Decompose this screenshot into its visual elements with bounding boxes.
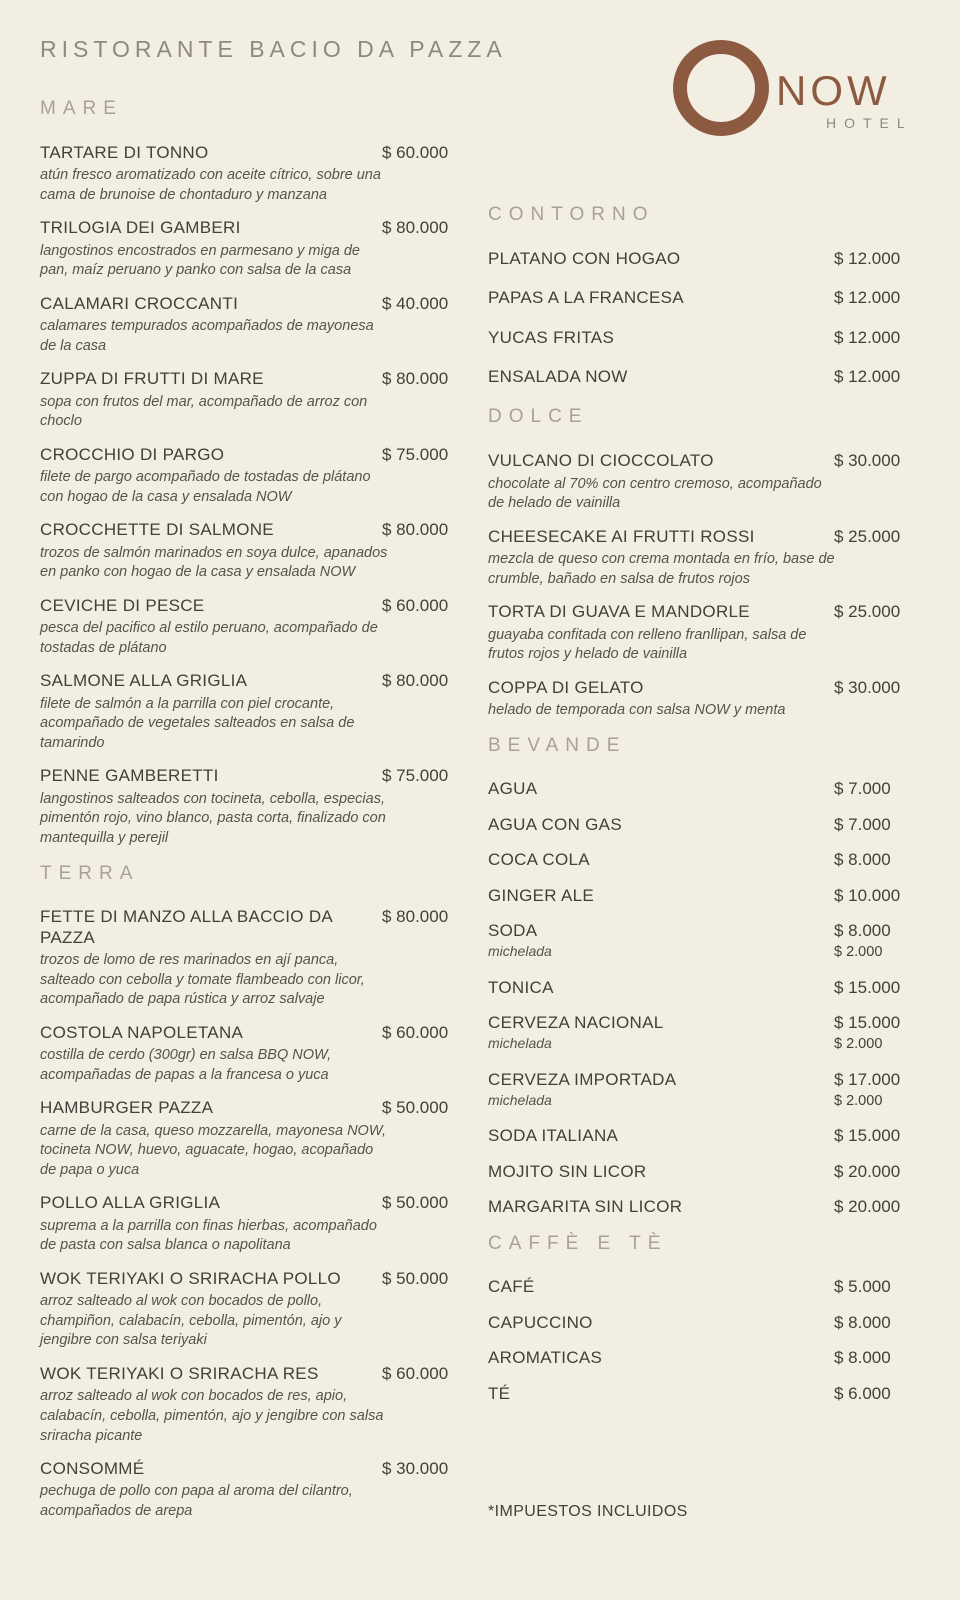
menu-section-contorno (488, 204, 906, 387)
menu-item-calamari-croccanti (40, 294, 458, 357)
menu-item-row (40, 766, 458, 786)
item-price: $ 10.000 (834, 885, 901, 905)
item-name: CEVICHE DI PESCE (40, 595, 205, 615)
logo-subtitle-text: HOTEL (826, 115, 910, 131)
item-price: $ 7.000 (834, 779, 891, 799)
item-price: $ 12.000 (834, 366, 901, 386)
item-name: PLATANO CON HOGAO (488, 248, 681, 268)
menu-item-mojito-sin-licor (488, 1162, 906, 1182)
menu-item-row (488, 1126, 906, 1146)
item-description: arroz salteado al wok con bocados de pollo, champiñon, calabacín, cebolla, pimentón, ajo y jengibre con salsa teriyaki (40, 1293, 342, 1349)
logo-brand-text: NOW (776, 67, 891, 114)
item-name: TONICA (488, 977, 554, 997)
menu-item-platano-con-hogao (488, 249, 906, 269)
menu-item-cheesecake-ai-frutti-rossi (488, 527, 906, 590)
menu-item-row (488, 527, 906, 547)
item-name: PAPAS A LA FRANCESA (488, 288, 684, 308)
taxes-included-note: *IMPUESTOS INCLUIDOS (488, 1503, 688, 1520)
menu-item-te (488, 1384, 906, 1404)
item-price: $ 20.000 (834, 1161, 901, 1181)
item-price: $ 17.000 (834, 1069, 901, 1089)
menu-item-row (40, 294, 458, 314)
item-price: $ 7.000 (834, 814, 891, 834)
now-hotel-logo (650, 30, 910, 140)
item-price: $ 60.000 (382, 1022, 449, 1042)
item-price: $ 12.000 (834, 327, 901, 347)
menu-item-row (488, 978, 906, 998)
item-description: arroz salteado al wok con bocados de res, apio, calabacín, cebolla, pimentón, ajo y jengibre con salsa sriracha picante (40, 1388, 384, 1444)
item-description: guayaba confitada con relleno franllipan, salsa de frutos rojos y helado de vainilla (488, 626, 807, 663)
item-name: FETTE DI MANZO ALLA BACCIO DA PAZZA (40, 907, 333, 947)
item-description: trozos de salmón marinados en soya dulce, apanados en panko con hogao de la casa y ensalada NOW (40, 544, 388, 581)
item-price: $ 15.000 (834, 1013, 901, 1033)
item-price: $ 12.000 (834, 248, 901, 268)
item-name: CAPUCCINO (488, 1312, 593, 1332)
item-name: SODA (488, 921, 538, 941)
item-price: $ 60.000 (382, 1364, 449, 1384)
item-name: YUCAS FRITAS (488, 327, 615, 347)
menu-item-penne-gamberetti (40, 766, 458, 848)
menu-item-row (40, 445, 458, 465)
menu-item-ceviche-di-pesce (40, 596, 458, 659)
menu-item-ginger-ale (488, 886, 906, 906)
item-description: pesca del pacifico al estilo peruano, acompañado de tostadas de plátano (40, 620, 378, 656)
menu-section-bevande (488, 735, 906, 1218)
menu-item-pollo-alla-griglia (40, 1193, 458, 1256)
item-variant-row (488, 1034, 906, 1054)
item-name: MOJITO SIN LICOR (488, 1161, 647, 1181)
menu-section-dolce (488, 406, 906, 720)
item-description: langostinos salteados con tocineta, cebolla, especias, pimentón rojo, vino blanco, pasta corta, finalizado con mantequilla y perejil (40, 790, 386, 846)
item-name: CERVEZA IMPORTADA (488, 1069, 677, 1089)
section-title-dolce: DOLCE (488, 406, 589, 428)
item-name: AGUA CON GAS (488, 814, 622, 834)
menu-left-column (40, 98, 458, 1535)
item-name: WOK TERIYAKI O SRIRACHA POLLO (40, 1268, 341, 1288)
item-name: COSTOLA NAPOLETANA (40, 1022, 244, 1042)
item-price: $ 30.000 (382, 1459, 449, 1479)
menu-item-row (488, 288, 906, 308)
item-price: $ 30.000 (834, 677, 901, 697)
menu-item-row (488, 678, 906, 698)
item-name: CROCCHETTE DI SALMONE (40, 520, 274, 540)
menu-item-row (488, 921, 906, 941)
menu-item-row (488, 1277, 906, 1297)
menu-item-soda-italiana (488, 1126, 906, 1146)
menu-item-row (488, 850, 906, 870)
menu-item-wok-teriyaki-o-sriracha-pollo (40, 1269, 458, 1351)
item-price: $ 50.000 (382, 1193, 449, 1213)
item-name: CERVEZA NACIONAL (488, 1013, 664, 1033)
item-price: $ 8.000 (834, 850, 891, 870)
section-title-contorno: CONTORNO (488, 204, 655, 225)
menu-item-row (488, 815, 906, 835)
item-price: $ 8.000 (834, 1312, 891, 1332)
menu-item-coppa-di-gelato (488, 678, 906, 721)
menu-section-mare (40, 98, 458, 849)
menu-item-yucas-fritas (488, 328, 906, 348)
section-title-mare: MARE (40, 98, 123, 119)
item-variant-row (488, 1091, 906, 1111)
menu-item-row (40, 1364, 458, 1384)
menu-item-hamburger-pazza (40, 1098, 458, 1180)
item-name: TÉ (488, 1383, 511, 1403)
menu-item-consomme (40, 1459, 458, 1522)
item-variant-name: michelada (488, 943, 552, 960)
section-title-bevande: BEVANDE (488, 734, 627, 756)
item-price: $ 80.000 (382, 907, 449, 927)
item-name: SALMONE ALLA GRIGLIA (40, 671, 248, 691)
menu-item-ensalada-now (488, 367, 906, 387)
item-description: langostinos encostrados en parmesano y miga de pan, maíz peruano y panko con salsa de la casa (40, 242, 360, 279)
item-name: COCA COLA (488, 850, 590, 870)
item-price: $ 60.000 (382, 142, 449, 162)
item-description: costilla de cerdo (300gr) en salsa BBQ NOW, acompañadas de papas a la francesa o yuca (40, 1047, 332, 1083)
item-price: $ 75.000 (382, 766, 449, 786)
menu-item-torta-di-guava-e-mandorle (488, 602, 906, 665)
item-name: CHEESECAKE AI FRUTTI ROSSI (488, 526, 755, 546)
item-description: sopa con frutos del mar, acompañado de arroz con choclo (40, 393, 368, 430)
logo-ring-icon (680, 47, 762, 129)
item-price: $ 80.000 (382, 218, 449, 238)
item-price: $ 30.000 (834, 451, 901, 471)
menu-item-row (488, 1162, 906, 1182)
restaurant-title: RISTORANTE BACIO DA PAZZA (40, 36, 507, 62)
menu-item-row (40, 907, 458, 948)
menu-item-row (40, 596, 458, 616)
item-variant-row (488, 942, 906, 962)
item-name: CAFÉ (488, 1277, 535, 1297)
section-title-caffe-e-te: CAFFÈ E TÈ (488, 1232, 668, 1254)
menu-section-terra (40, 863, 458, 1522)
item-name: COPPA DI GELATO (488, 677, 644, 697)
item-variant-name: michelada (488, 1035, 552, 1052)
item-price: $ 50.000 (382, 1268, 449, 1288)
item-price: $ 60.000 (382, 595, 449, 615)
menu-item-row (488, 779, 906, 799)
menu-item-trilogia-dei-gamberi (40, 218, 458, 281)
item-name: GINGER ALE (488, 885, 594, 905)
menu-item-row (488, 249, 906, 269)
menu-item-row (488, 1013, 906, 1033)
menu-item-fette-di-manzo-alla-baccio-da-pazza (40, 907, 458, 1009)
menu-item-row (488, 1197, 906, 1217)
item-name: ZUPPA DI FRUTTI DI MARE (40, 369, 264, 389)
item-name: AROMATICAS (488, 1348, 603, 1368)
item-price: $ 8.000 (834, 921, 891, 941)
menu-item-row (488, 1384, 906, 1404)
menu-item-row (488, 328, 906, 348)
menu-item-row (40, 1269, 458, 1289)
item-name: SODA ITALIANA (488, 1126, 619, 1146)
item-description: chocolate al 70% con centro cremoso, acompañado de helado de vainilla (488, 475, 822, 512)
item-variant-price: $ 2.000 (834, 1036, 883, 1053)
item-name: CROCCHIO DI PARGO (40, 444, 225, 464)
item-name: AGUA (488, 779, 538, 799)
item-name: TRILOGIA DEI GAMBERI (40, 218, 241, 238)
item-name: HAMBURGER PAZZA (40, 1098, 214, 1118)
item-name: CALAMARI CROCCANTI (40, 293, 239, 313)
menu-item-row (488, 602, 906, 622)
item-name: CONSOMMÉ (40, 1459, 145, 1479)
item-name: TARTARE DI TONNO (40, 142, 209, 162)
item-price: $ 50.000 (382, 1098, 449, 1118)
menu-item-tartare-di-tonno (40, 143, 458, 206)
menu-item-row (40, 369, 458, 389)
item-variant-name: michelada (488, 1092, 552, 1109)
menu-item-cerveza-nacional (488, 1013, 906, 1055)
item-price: $ 12.000 (834, 288, 901, 308)
section-title-terra: TERRA (40, 862, 140, 884)
item-description: calamares tempurados acompañados de mayonesa de la casa (40, 318, 374, 354)
menu-item-crocchette-di-salmone (40, 520, 458, 583)
menu-item-margarita-sin-licor (488, 1197, 906, 1217)
menu-item-row (40, 1459, 458, 1479)
menu-item-tonica (488, 978, 906, 998)
menu-item-row (488, 451, 906, 471)
item-price: $ 15.000 (834, 1126, 901, 1146)
item-description: helado de temporada con salsa NOW y menta (488, 702, 786, 719)
menu-item-row (488, 1313, 906, 1333)
item-description: mezcla de queso con crema montada en frío, base de crumble, bañado en salsa de frutos rojos (488, 551, 835, 587)
menu-item-papas-a-la-francesa (488, 288, 906, 308)
hotel-logo-graphic (650, 30, 910, 140)
menu-item-vulcano-di-cioccolato (488, 451, 906, 514)
menu-item-coca-cola (488, 850, 906, 870)
item-description: trozos de lomo de res marinados en ají panca, salteado con cebolla y tomate flambeado con licor, acompañado de papa rústica y arroz salvaje (40, 952, 365, 1008)
item-price: $ 8.000 (834, 1348, 891, 1368)
item-price: $ 80.000 (382, 369, 449, 389)
item-description: filete de pargo acompañado de tostadas de plátano con hogao de la casa y ensalada NOW (40, 469, 371, 505)
item-variant-price: $ 2.000 (834, 1093, 883, 1110)
menu-item-salmone-alla-griglia (40, 671, 458, 753)
menu-item-aromaticas (488, 1348, 906, 1368)
menu-item-agua (488, 779, 906, 799)
menu-item-agua-con-gas (488, 815, 906, 835)
item-description: atún fresco aromatizado con aceite cítrico, sobre una cama de brunoise de chontaduro y manzana (40, 167, 381, 203)
menu-item-zuppa-di-frutti-di-mare (40, 369, 458, 432)
item-name: POLLO ALLA GRIGLIA (40, 1193, 221, 1213)
menu-item-row (40, 218, 458, 238)
item-price: $ 40.000 (382, 293, 449, 313)
menu-item-costola-napoletana (40, 1023, 458, 1086)
item-name: ENSALADA NOW (488, 366, 628, 386)
menu-item-crocchio-di-pargo (40, 445, 458, 508)
menu-item-wok-teriyaki-o-sriracha-res (40, 1364, 458, 1446)
item-name: VULCANO DI CIOCCOLATO (488, 451, 714, 471)
item-name: MARGARITA SIN LICOR (488, 1197, 683, 1217)
menu-item-row (488, 1348, 906, 1368)
menu-item-row (40, 1023, 458, 1043)
item-description: pechuga de pollo con papa al aroma del cilantro, acompañados de arepa (40, 1483, 353, 1520)
menu-right-column (488, 204, 906, 1419)
item-description: carne de la casa, queso mozzarella, mayonesa NOW, tocineta NOW, huevo, aguacate, hogao, acopañado de papa o yuca (40, 1122, 387, 1178)
item-price: $ 20.000 (834, 1197, 901, 1217)
item-price: $ 25.000 (834, 526, 901, 546)
menu-section-caffe-e-te (488, 1233, 906, 1404)
item-price: $ 5.000 (834, 1277, 891, 1297)
item-variant-price: $ 2.000 (834, 944, 883, 961)
menu-item-cafe (488, 1277, 906, 1297)
menu-item-soda (488, 921, 906, 963)
menu-item-row (40, 671, 458, 691)
item-description: suprema a la parrilla con finas hierbas, acompañado de pasta con salsa blanca o napolitana (40, 1217, 377, 1254)
item-description: filete de salmón a la parrilla con piel crocante, acompañado de vegetales salteados en salsa de tamarindo (40, 695, 355, 751)
item-price: $ 25.000 (834, 602, 901, 622)
menu-item-row (40, 1098, 458, 1118)
item-price: $ 75.000 (382, 444, 449, 464)
item-price: $ 6.000 (834, 1383, 891, 1403)
menu-item-row (488, 1070, 906, 1090)
menu-item-cerveza-importada (488, 1070, 906, 1112)
item-price: $ 80.000 (382, 520, 449, 540)
item-name: WOK TERIYAKI O SRIRACHA RES (40, 1364, 319, 1384)
item-name: PENNE GAMBERETTI (40, 766, 219, 786)
menu-item-row (488, 886, 906, 906)
menu-item-row (40, 520, 458, 540)
menu-item-capuccino (488, 1313, 906, 1333)
item-price: $ 80.000 (382, 671, 449, 691)
menu-item-row (40, 143, 458, 163)
menu-item-row (40, 1193, 458, 1213)
item-name: TORTA DI GUAVA E MANDORLE (488, 602, 750, 622)
item-price: $ 15.000 (834, 977, 901, 997)
menu-item-row (488, 367, 906, 387)
